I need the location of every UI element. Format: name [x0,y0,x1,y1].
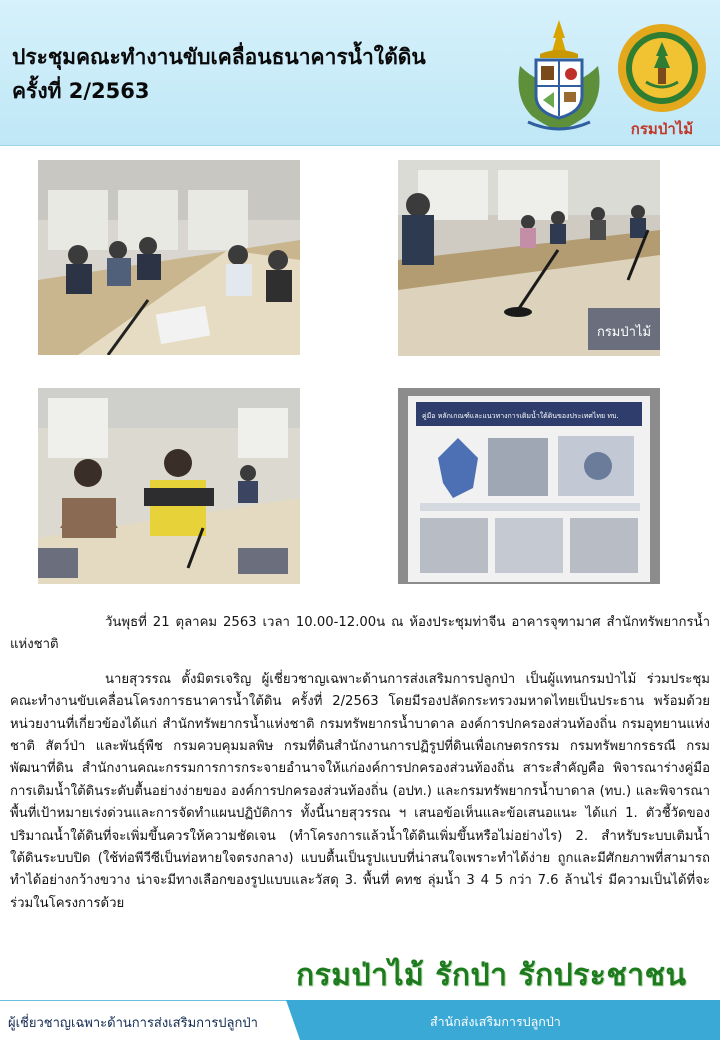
page-title [12,40,426,108]
logo-text: กรมป่าไม้ [630,120,694,138]
paragraph-date-location: วันพุธที่ 21 ตุลาคม 2563 เวลา 10.00-12.00น ณ ห้องประชุมท่าจีน อาคารจุฑามาศ สำนักทรัพยากรน้ำแห่งชาติ [10,615,710,653]
footer-divider [286,1000,300,1040]
meeting-photo-2 [398,160,660,356]
footer-author-text: ผู้เชี่ยวชาญเฉพาะด้านการส่งเสริมการปลูกป่า [8,1016,258,1031]
article-body [10,612,710,915]
document-photo [398,388,660,584]
nameplate-text: กรมป่าไม้ [596,325,652,340]
forest-department-emblem-logo [612,22,712,140]
footer-office [300,1000,720,1040]
paragraph-details: นายสุวรรณ ตั้งมิตรเจริญ ผู้เชี่ยวชาญเฉพาะด้านการส่งเสริมการปลูกป่า เป็นผู้แทนกรมป่าไม้ ร่วมประชุมคณะทำงานขับเคลื่อนโครงการธนาคารน้ำใต้ดิน ครั้งที่ 2/2563 โดยมีรองปลัดกระทรวงมหาดไทยเป็นประธาน พร้อมด้วยหน่วยงานที่เกี่ยวข้องได้แก่ สำนักทรัพยากรน้ำแห่งชาติ กรมทรัพยากรน้ำบาดาล องค์การปกครองส่วนท้องถิ่น กรมอุทยานแห่งชาติ สัตว์ป่า และพันธุ์พืช กรมควบคุมมลพิษ กรมที่ดินสำนักงานการปฏิรูปที่ดินเพื่อเกษตรกรรม กรมทรัพยากรธรณี กรมพัฒนาที่ดิน สำนักงานคณะกรรมการการกระจายอำนาจให้แก่องค์การปกครองส่วนท้องถิ่น สาระสำคัญคือ พิจารณาร่างคู่มือการเติมน้ำใต้ดินระดับตื้นอย่างง่ายของ องค์การปกครองส่วนท้องถิ่น (อปท.) และกรมทรัพยากรน้ำบาดาล (ทบ.) และพิจารณา พื้นที่เป้าหมายเร่งด่วนและการจัดทำแผนปฏิบัติการ ทั้งนี้นายสุวรรณ ฯ เสนอข้อเห็นและข้อเสนอแนะ ได้แก่ 1. ตัวชี้วัดของปริมาณน้ำใต้ดินที่จะเพิ่มขึ้นควรให้ความชัดเจน (ทำโครงการแล้วน้ำใต้ดินเพิ่มขึ้นหรือไม่อย่างไร) 2. สำหรับระบบเติมน้ำใต้ดินระบบปิด (ใช้ท่อพีวีซีเป็นท่อหายใจตรงกลาง) แบบตื้นเป็นรูปแบบที่น่าสนใจเพราะทำได้ง่าย ถูกและมีศักยภาพที่สามารถทำได้อย่างกว้างขวาง น่าจะมีทางเลือกของรูปแบบและวัสดุ 3. พื้นที่ คทช ลุ่มน้ำ 3 4 5 กว่า 7.6 ล้านไร่ มีความเป็นได้ที่จะร่วมในโครงการด้วย [10,671,710,911]
meeting-photo-1 [38,160,300,355]
page-header [0,0,720,146]
title-line-2: ครั้งที่ 2/2563 [12,79,150,103]
footer-office-text: สำนักส่งเสริมการปลูกป่า [430,1014,561,1029]
title-line-1: ประชุมคณะทำงานขับเคลื่อนธนาคารน้ำใต้ดิน [12,45,426,69]
ministry-emblem-logo [510,18,608,136]
footer-author [0,1000,300,1041]
slogan-banner: กรมป่าไม้ รักป่า รักประชาชน [296,958,687,993]
meeting-photo-3 [38,388,300,584]
document-title-text: คู่มือ หลักเกณฑ์และแนวทางการเติมน้ำใต้ดินของประเทศไทย ทบ. [422,412,619,420]
